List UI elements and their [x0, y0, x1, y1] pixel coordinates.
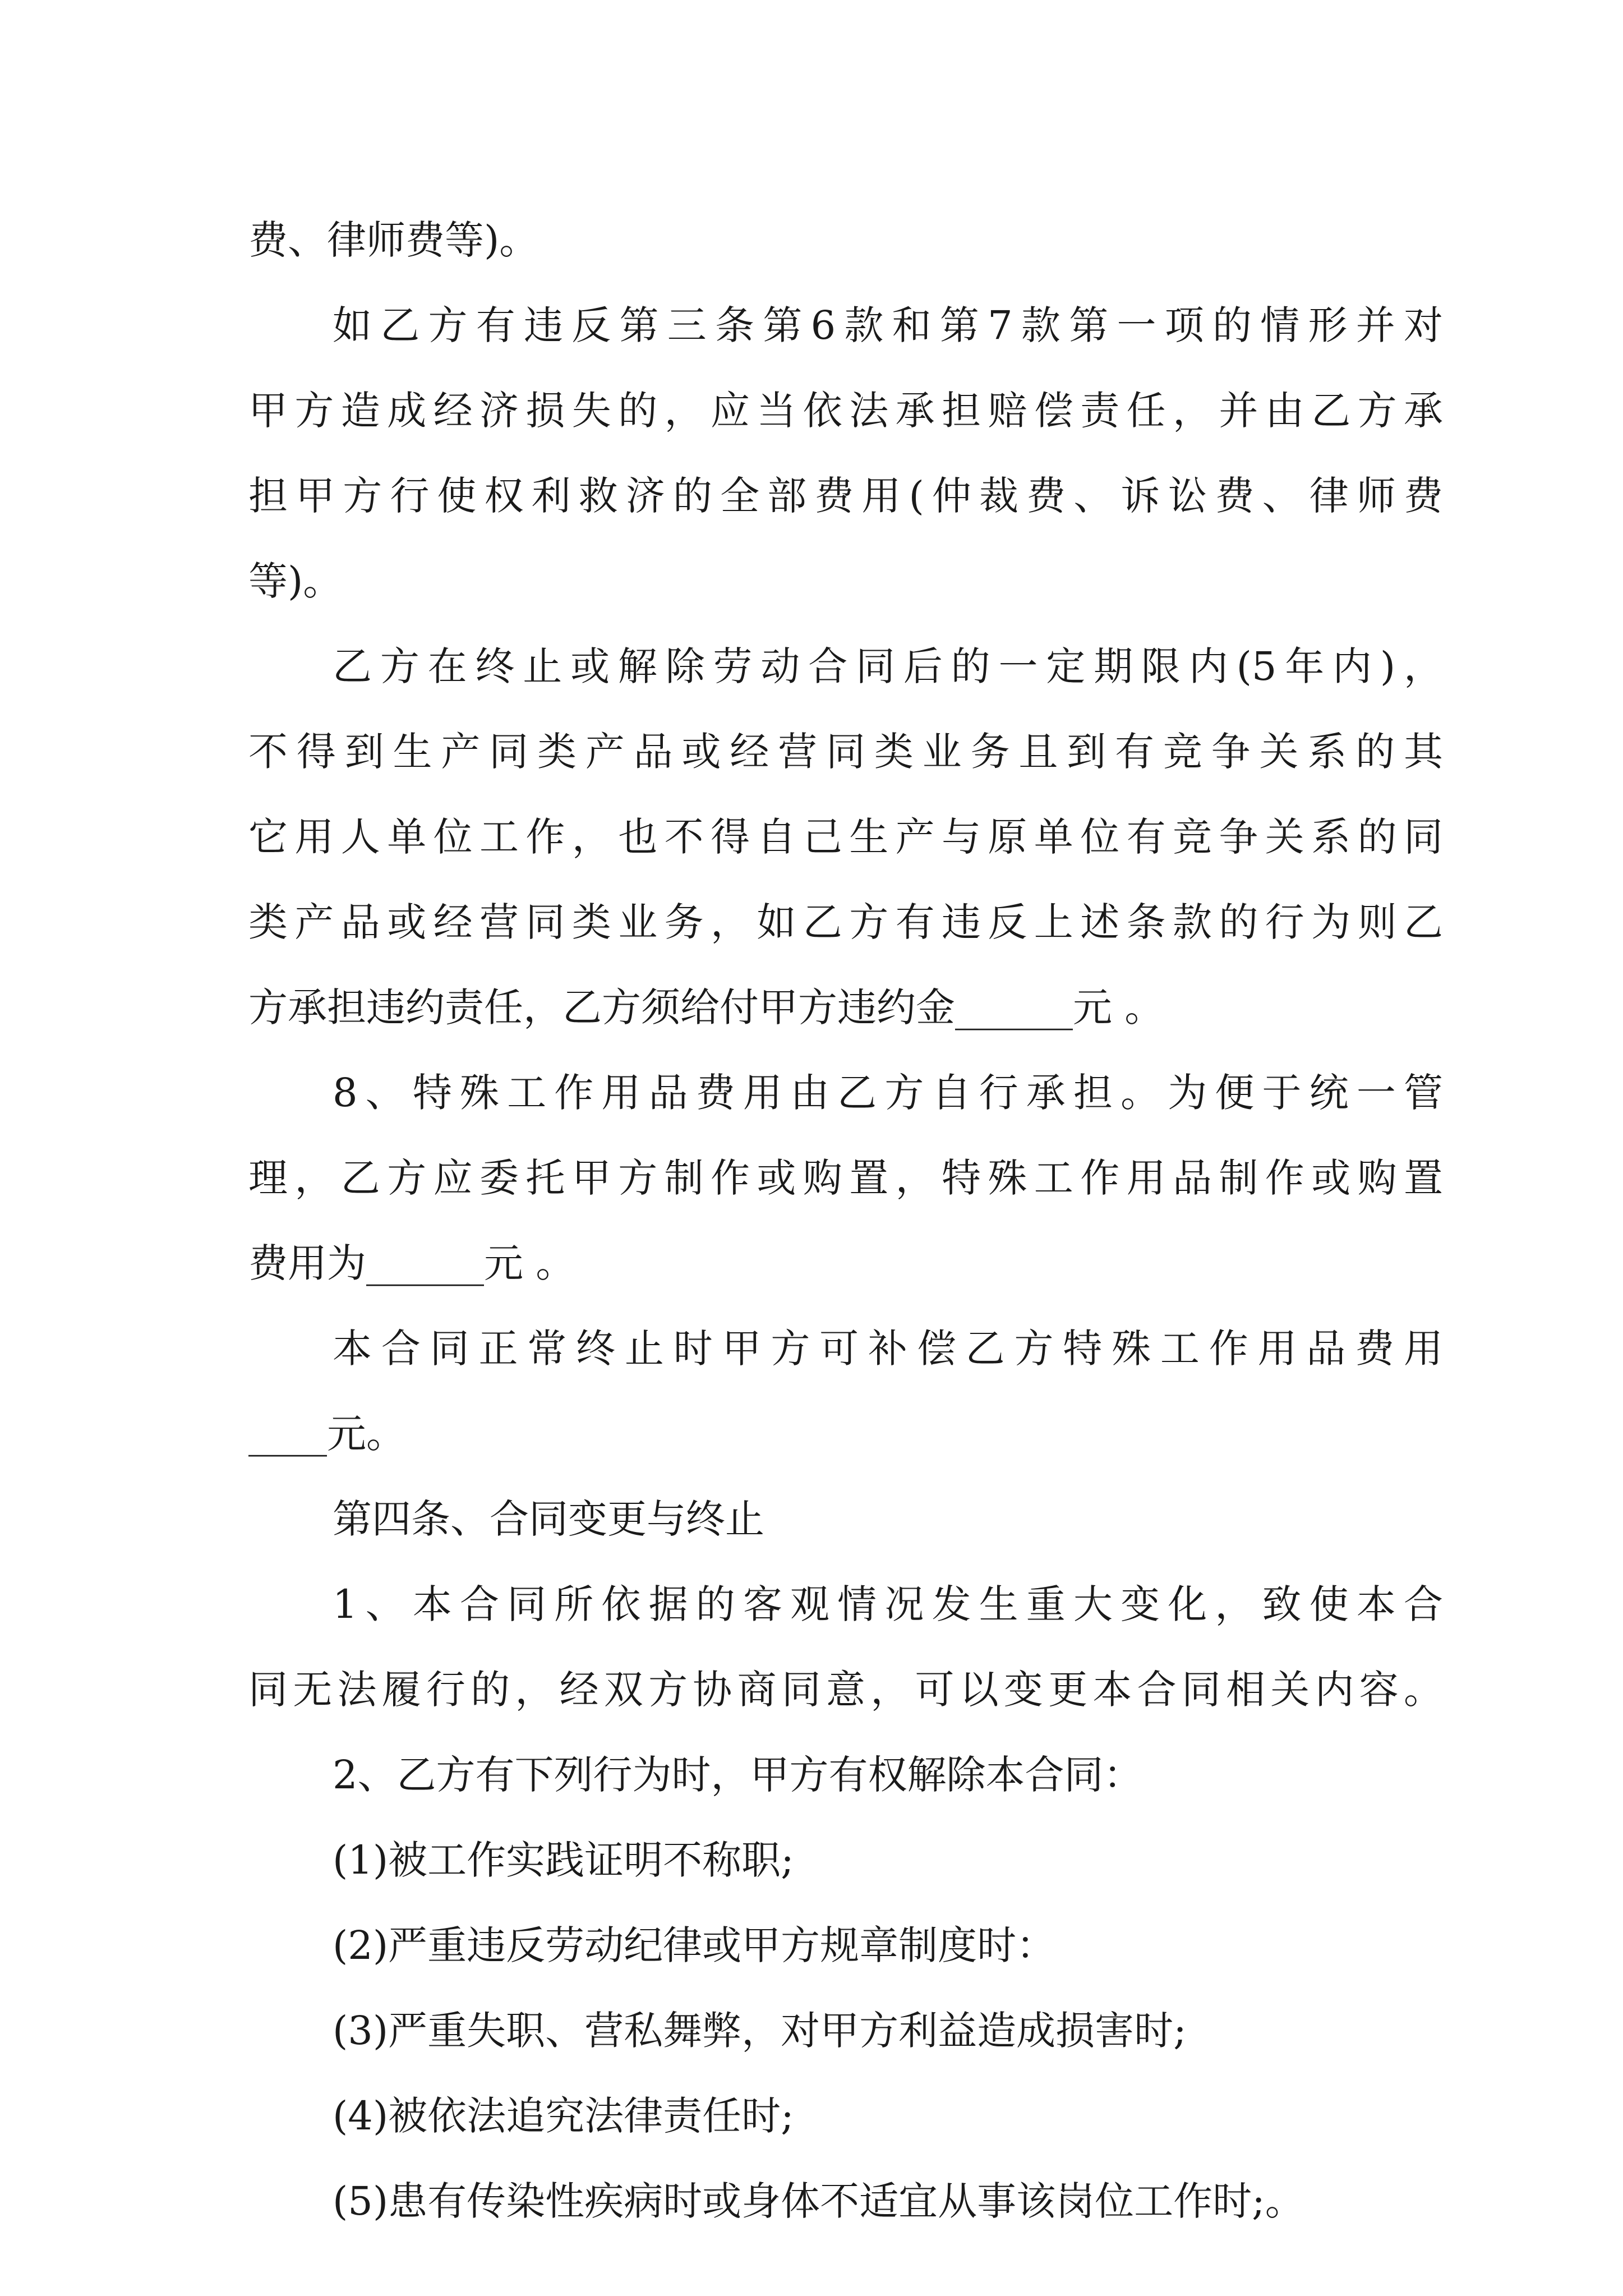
text-line: 1、本合同所依据的客观情况发生重大变化，致使本合 [333, 1581, 1443, 1627]
text-line: (5)患有传染性疾病时或身体不适宜从事该岗位工作时;。 [333, 2178, 1304, 2224]
text-line: (4)被依法追究法律责任时; [333, 2093, 794, 2139]
text-line: 类产品或经营同类业务，如乙方有违反上述条款的行为则乙 [248, 899, 1443, 945]
text-line: 它用人单位工作，也不得自己生产与原单位有竞争关系的同 [248, 814, 1443, 860]
text-line: 本合同正常终止时甲方可补偿乙方特殊工作用品费用 [333, 1326, 1443, 1372]
text-line: 乙方在终止或解除劳动合同后的一定期限内(5年内)， [333, 643, 1443, 689]
text-line: 费用为______元 。 [248, 1240, 575, 1286]
text-line: 担甲方行使权利救济的全部费用(仲裁费、诉讼费、律师费 [248, 473, 1443, 519]
text-line: 第四条、合同变更与终止 [333, 1496, 764, 1542]
text-line: 如乙方有违反第三条第6款和第7款第一项的情形并对 [333, 302, 1443, 348]
text-line: (2)严重违反劳动纪律或甲方规章制度时： [333, 1922, 1056, 1968]
text-line: 甲方造成经济损失的，应当依法承担赔偿责任，并由乙方承 [248, 388, 1443, 434]
text-line: (1)被工作实践证明不称职; [333, 1837, 794, 1883]
text-line: ____元。 [248, 1411, 405, 1457]
text-line: 方承担违约责任，乙方须给付甲方违约金______元 。 [248, 984, 1164, 1030]
text-line: 8、特殊工作用品费用由乙方自行承担。为便于统一管 [333, 1070, 1443, 1116]
text-line: 同无法履行的，经双方协商同意，可以变更本合同相关内容。 [248, 1667, 1443, 1713]
text-line: 理，乙方应委托甲方制作或购置，特殊工作用品制作或购置 [248, 1155, 1443, 1201]
text-line: (3)严重失职、营私舞弊，对甲方利益造成损害时; [333, 2008, 1187, 2054]
text-line: 等)。 [248, 558, 343, 604]
text-line: 费、律师费等)。 [248, 217, 539, 263]
text-line: 不得到生产同类产品或经营同类业务且到有竞争关系的其 [248, 729, 1443, 775]
text-line: 2、乙方有下列行为时，甲方有权解除本合同： [333, 1752, 1143, 1798]
document-body [248, 197, 1443, 2244]
